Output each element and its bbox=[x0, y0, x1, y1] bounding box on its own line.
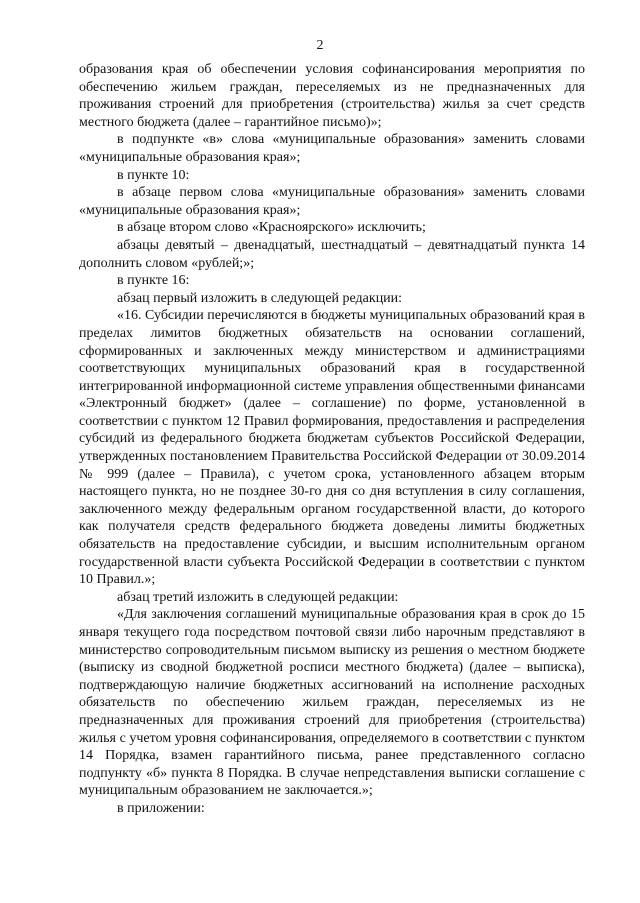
paragraph: в пункте 10: bbox=[117, 167, 190, 183]
paragraph: в приложении: bbox=[117, 800, 205, 816]
paragraph: «16. Субсидии перечисляются в бюджеты муниципальных образований края в пределах лимитов бюджетных обязательств на основании соглашений, сформированных и заключенных между министерством и администрациями соответствующих муниципальных образований края в государственной интегрированной информационной системе управления общественными финансами «Электронный бюджет» (далее – соглашение) по форме, установленной в соответствии с пунктом 12 Правил формирования, предоставления и распределения субсидий из федерального бюджета бюджетам субъектов Российской Федерации, утвержденных постановлением Правительства Российской Федерации от 30.09.2014 № 999 (далее – Правила), с учетом срока, установленного абзацем вторым настоящего пункта, но не позднее 30-го дня со дня вступления в силу соглашения, заключенного между федеральным органом государственной власти, до которого как получателя средств федерального бюджета доведены лимиты бюджетных обязательств на предоставление субсидии, и высшим исполнительным органом государственной власти субъекта Российской Федерации в соответствии с пунктом 10 Правил.»; bbox=[79, 308, 585, 588]
paragraph: образования края об обеспечении условия софинансирования мероприятия по обеспечению жильем граждан, переселяемых из не предназначенных для проживания строений для приобретения (строительства) жилья за счет средств местного бюджета (далее – гарантийное письмо)»; bbox=[79, 62, 585, 130]
page-number: 2 bbox=[316, 38, 324, 53]
paragraph: в абзаце втором слово «Красноярского» исключить; bbox=[117, 220, 426, 236]
paragraph: в подпункте «в» слова «муниципальные образования» заменить словами «муниципальные образования края»; bbox=[79, 132, 585, 165]
paragraph: «Для заключения соглашений муниципальные образования края в срок до 15 января текущего года посредством почтовой связи либо нарочным представляют в министерство сопроводительным письмом выписку из решения о местном бюджете (выписку из сводной бюджетной росписи местного бюджета) (далее – выписка), подтверждающую наличие бюджетных ассигнований на исполнение расходных обязательств по обеспечению жильем граждан, переселяемых из не предназначенных для проживания строений для приобретения (строительства) жилья с учетом уровня софинансирования, определяемого в соответствии с пунктом 14 Порядка, взамен гарантийного письма, ранее представленного согласно подпункту «б» пункта 8 Порядка. В случае непредставления выписки соглашение с муниципальным образованием не заключается.»; bbox=[79, 607, 585, 799]
paragraph: абзацы девятый – двенадцатый, шестнадцатый – девятнадцатый пункта 14 дополнить словом «рублей;»; bbox=[79, 237, 585, 271]
document-body bbox=[79, 61, 585, 818]
paragraph: абзац первый изложить в следующей редакции: bbox=[117, 290, 403, 306]
paragraph: в пункте 16: bbox=[117, 273, 190, 289]
paragraph: абзац третий изложить в следующей редакции: bbox=[117, 589, 399, 605]
paragraph: в абзаце первом слова «муниципальные образования» заменить словами «муниципальные образования края»; bbox=[79, 185, 585, 218]
